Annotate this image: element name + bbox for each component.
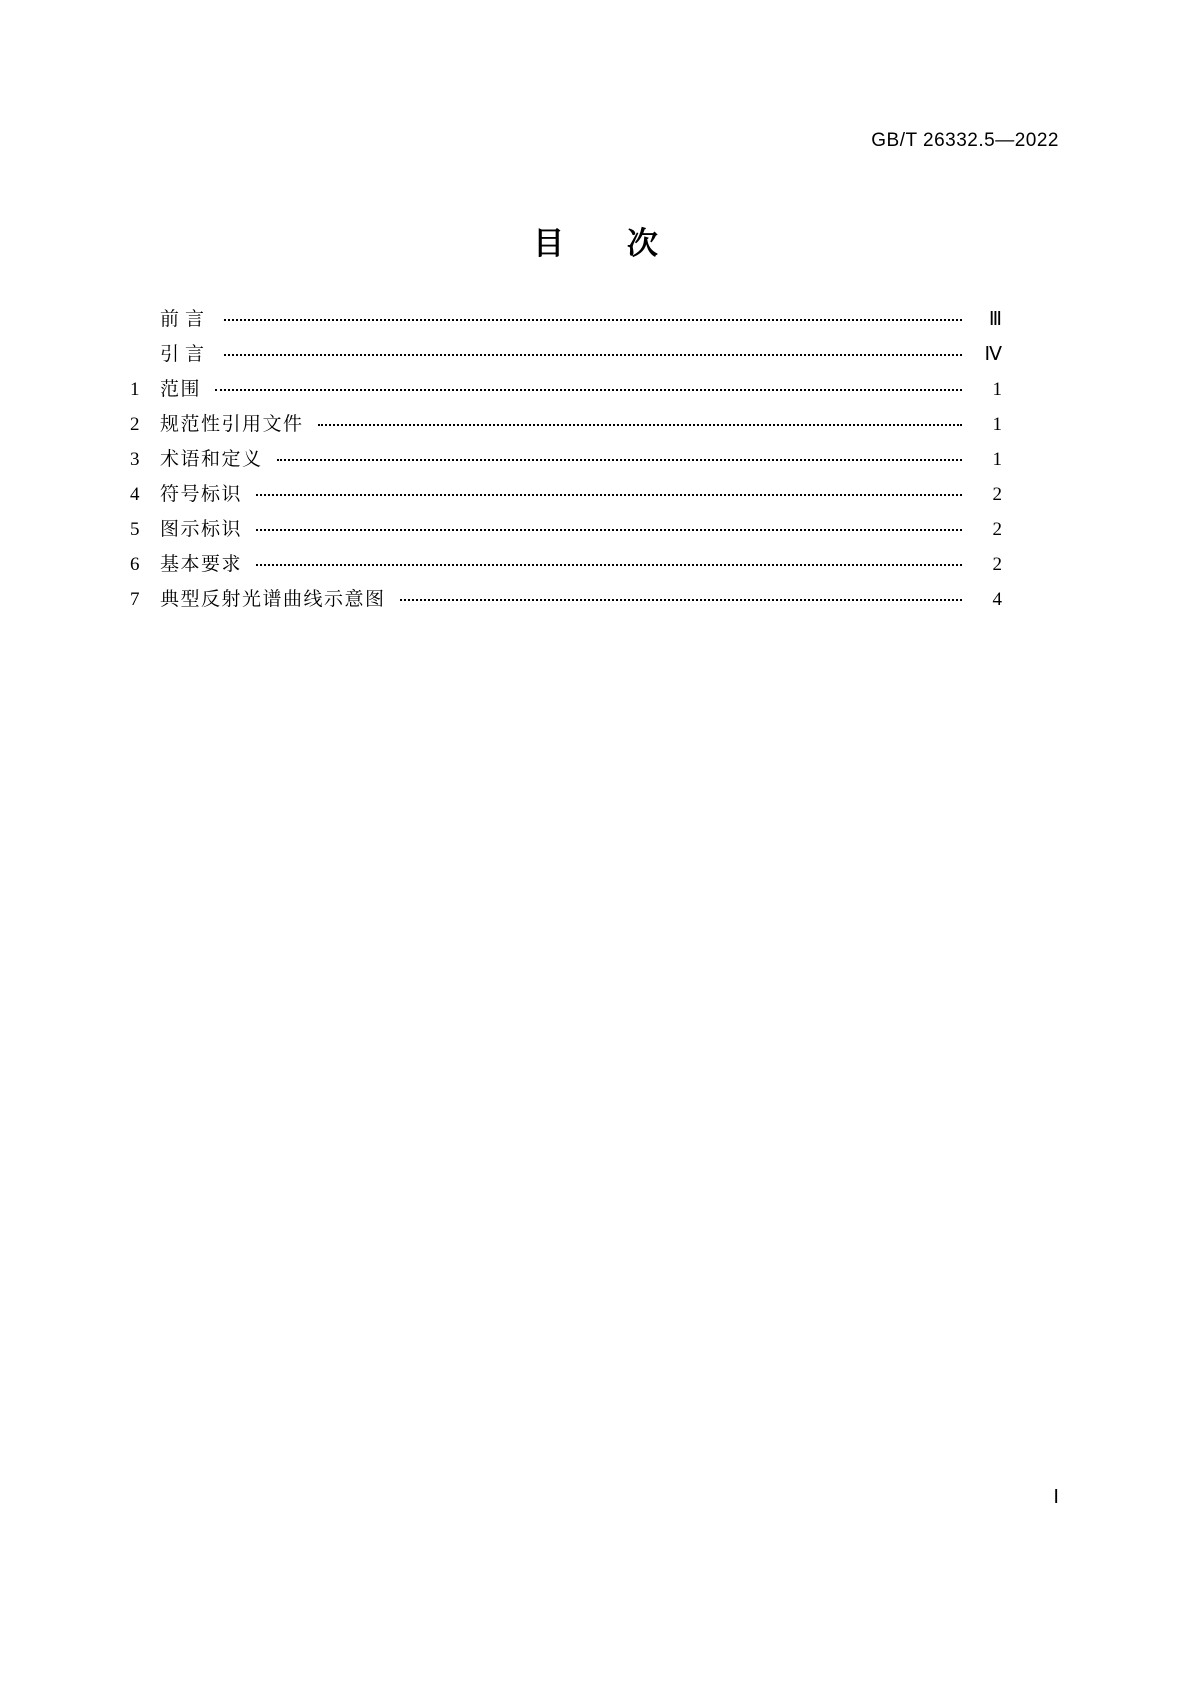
toc-entry-label: 规范性引用文件: [160, 413, 304, 435]
toc-entry-introduction[interactable]: [130, 345, 1002, 380]
toc-entry-label: 图示标识: [160, 518, 243, 540]
toc-entry-number: 4: [130, 484, 140, 505]
toc-leader-dots: [318, 423, 962, 426]
toc-entry-1[interactable]: [130, 380, 1002, 415]
page-title: 目 次: [533, 226, 684, 262]
toc-entry-number: 5: [130, 519, 140, 540]
toc-entry-label: 范围: [160, 378, 202, 400]
toc-entry-page: 1: [992, 414, 1002, 435]
toc-entry-4[interactable]: [130, 485, 1002, 520]
toc-entry-5[interactable]: [130, 520, 1002, 555]
toc-entry-label: 典型反射光谱曲线示意图: [160, 588, 386, 610]
table-of-contents: [130, 310, 1002, 625]
toc-entry-page: Ⅲ: [988, 309, 1002, 330]
toc-entry-label: 前言: [160, 308, 211, 330]
toc-entry-number: 7: [130, 589, 140, 610]
toc-leader-dots: [224, 318, 962, 321]
toc-entry-label: 术语和定义: [160, 448, 263, 470]
toc-entry-page: 4: [992, 589, 1002, 610]
toc-entry-7[interactable]: [130, 590, 1002, 625]
toc-entry-number: 3: [130, 449, 140, 470]
toc-entry-page: 2: [992, 554, 1002, 575]
toc-leader-dots: [256, 528, 962, 531]
standard-code-header: GB/T 26332.5—2022: [871, 130, 1059, 151]
toc-entry-page: 2: [992, 484, 1002, 505]
toc-leader-dots: [400, 598, 962, 601]
toc-entry-page: 1: [992, 449, 1002, 470]
toc-entry-6[interactable]: [130, 555, 1002, 590]
toc-entry-label: 基本要求: [160, 553, 243, 575]
toc-leader-dots: [277, 458, 962, 461]
toc-entry-number: 6: [130, 554, 140, 575]
toc-entry-number: 2: [130, 414, 140, 435]
toc-entry-foreword[interactable]: [130, 310, 1002, 345]
toc-entry-number: 1: [130, 379, 140, 400]
toc-leader-dots: [256, 563, 962, 566]
toc-leader-dots: [224, 353, 962, 356]
toc-entry-label: 符号标识: [160, 483, 243, 505]
toc-leader-dots: [215, 388, 962, 391]
toc-entry-3[interactable]: [130, 450, 1002, 485]
footer-page-number: Ⅰ: [1053, 1487, 1059, 1508]
toc-leader-dots: [256, 493, 962, 496]
toc-entry-page: Ⅳ: [984, 344, 1002, 365]
toc-entry-page: 2: [992, 519, 1002, 540]
toc-entry-label: 引言: [160, 343, 211, 365]
toc-entry-2[interactable]: [130, 415, 1002, 450]
toc-entry-page: 1: [992, 379, 1002, 400]
